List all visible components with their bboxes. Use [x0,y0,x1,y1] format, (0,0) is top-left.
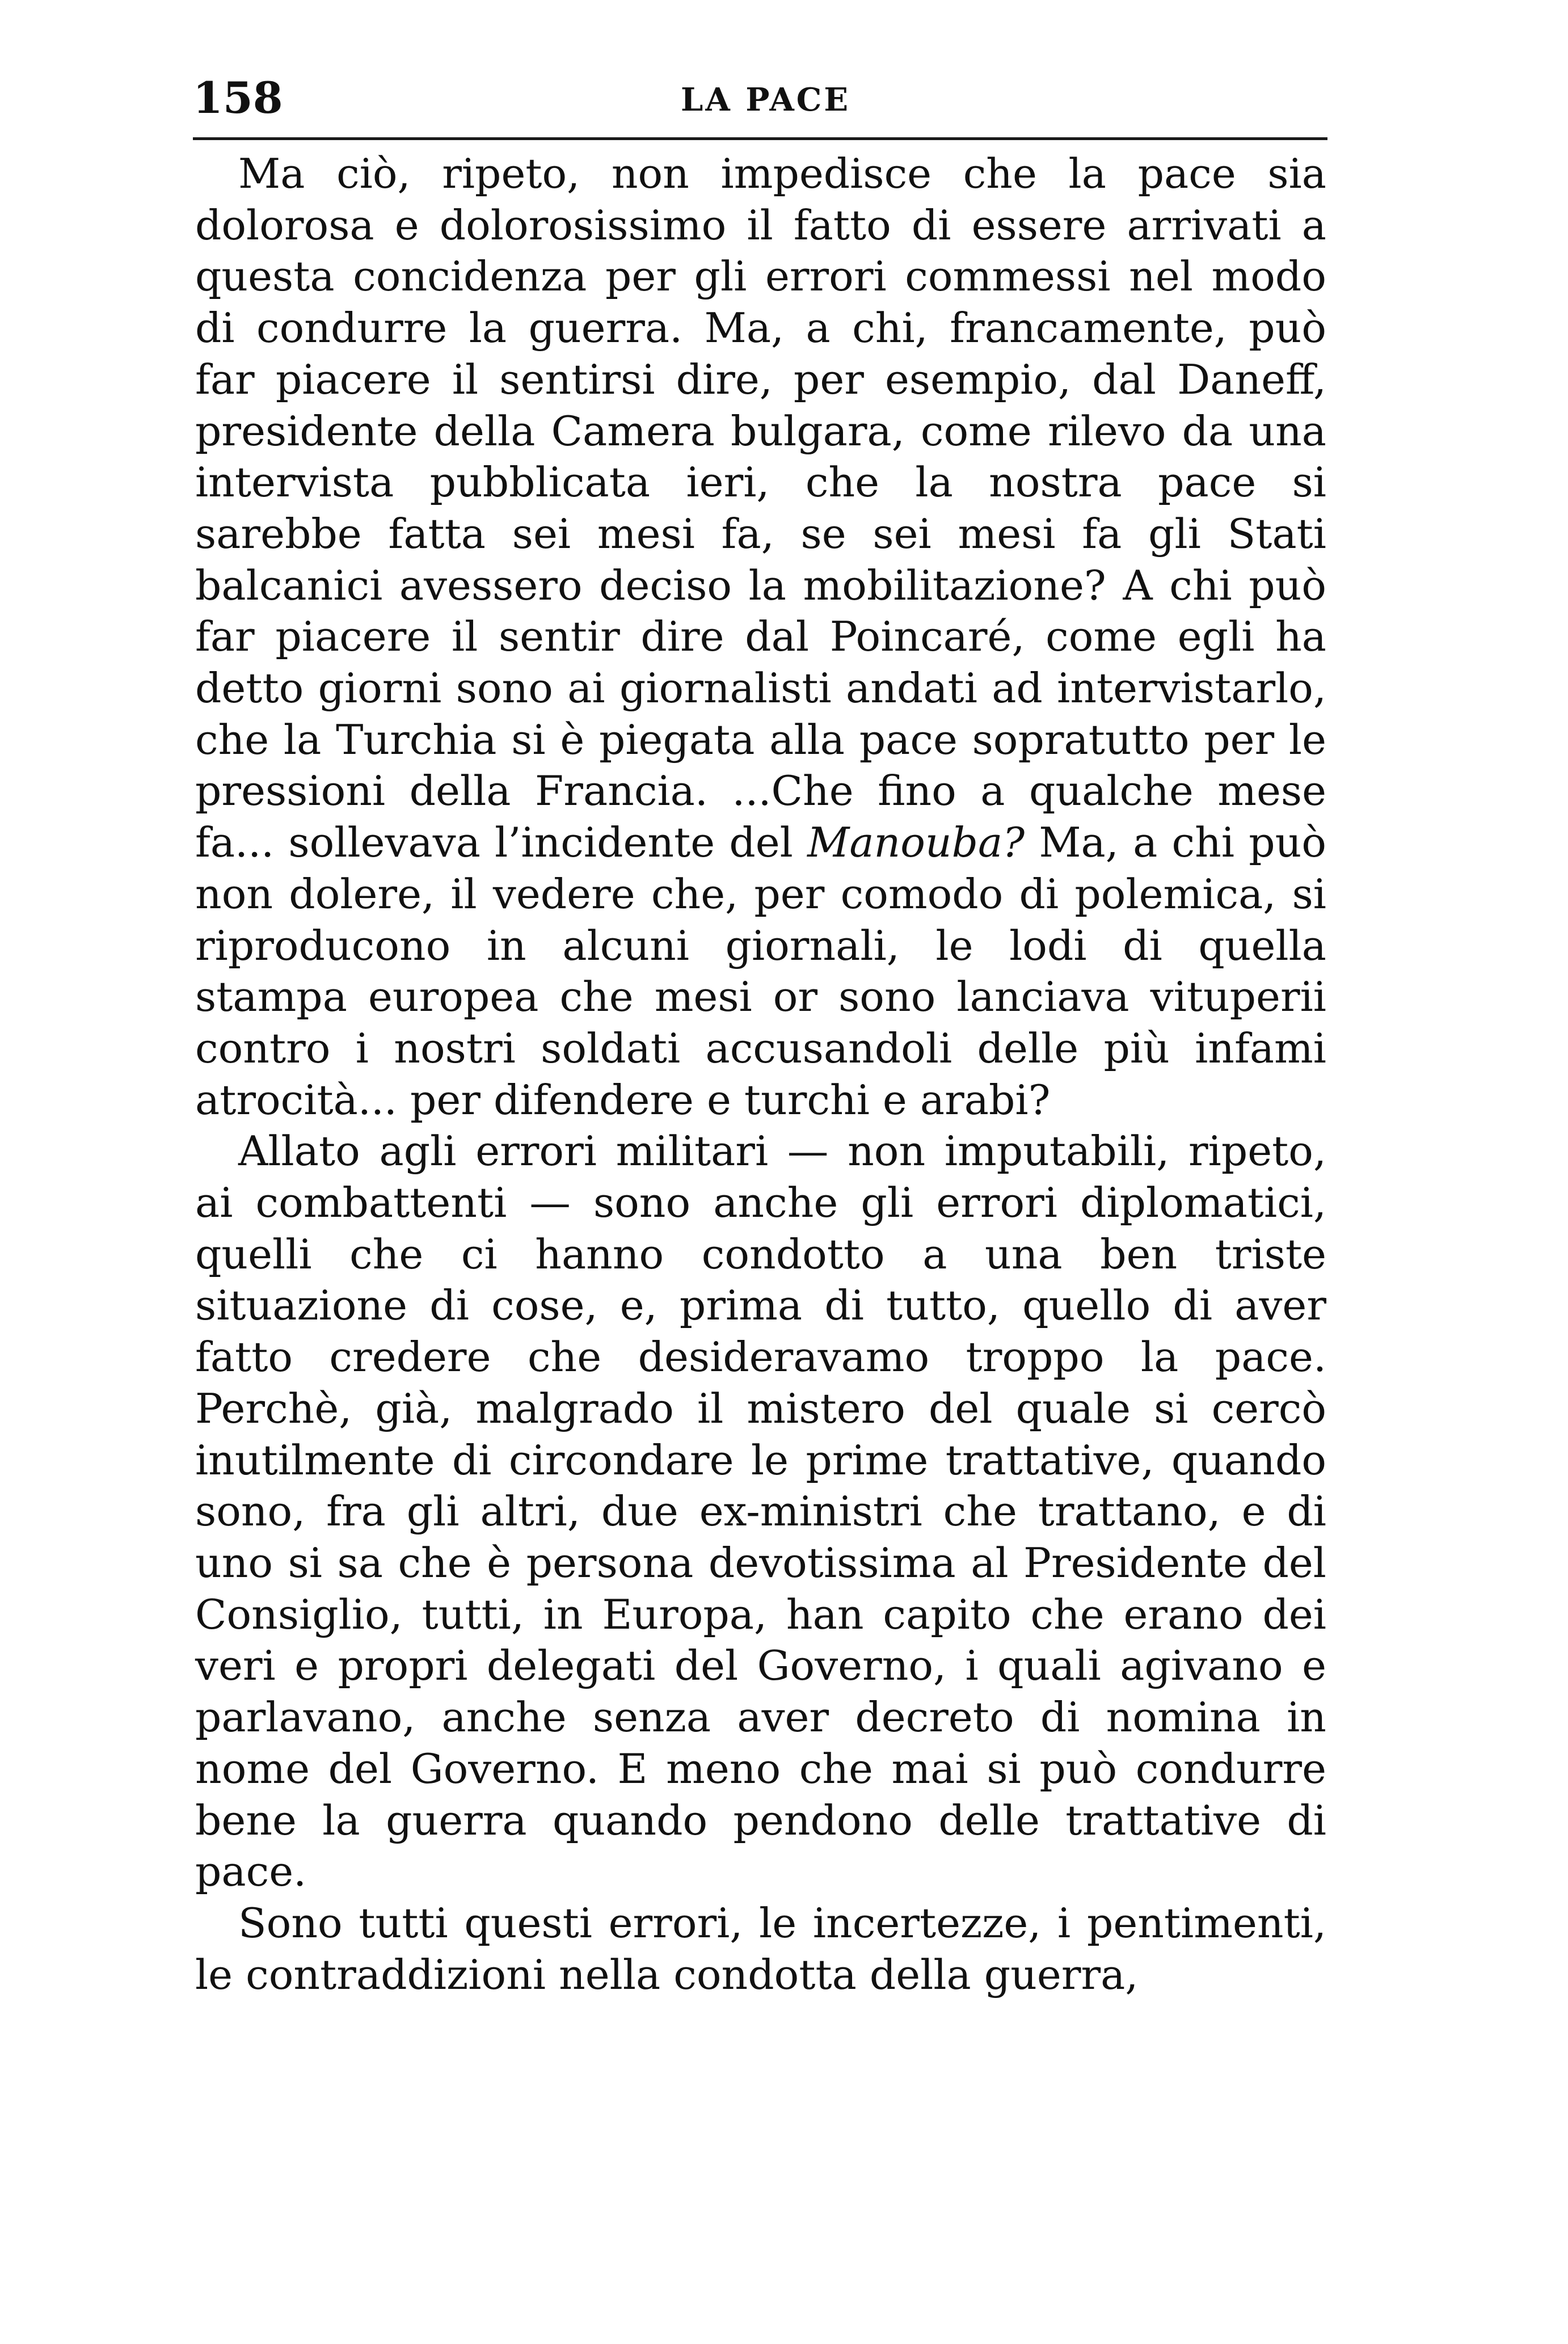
body-text [195,149,1326,2001]
header-rule [193,137,1327,140]
paragraph-1-text-b: Ma, a chi può non dolere, il vedere che, per comodo di polemica, si riproducono in alcuni giornali, le lodi di quella stampa europea che mesi or sono lanciava vituperii contro i nostri soldati accusandoli delle più infami atrocità... per difendere e turchi e arabi? [195,819,1326,1124]
paragraph-2: Allato agli errori militari — non imputabili, ripeto, ai combattenti — sono anche gli errori diplomatici, quelli che ci hanno condotto a una ben triste situazione di cose, e, prima di tutto, quello di aver fatto credere che desideravamo troppo la pace. Perchè, già, malgrado il mistero del quale si cercò inutilmente di circondare le prime trattative, quando sono, fra gli altri, due ex-ministri che trattano, e di uno si sa che è persona devotissima al Presidente del Consiglio, tutti, in Europa, han capito che erano dei veri e propri delegati del Governo, i quali agivano e parlavano, anche senza aver decreto di nomina in nome del Governo. E meno che mai si può condurre bene la guerra quando pendono delle trattative di pace. [195,1128,1326,1896]
paragraph-1 [195,149,1326,1126]
paragraph-3: Sono tutti questi errori, le incertezze, i pentimenti, le contraddizioni nella condotta della guerra, [195,1899,1326,1999]
running-title: LA PACE [681,81,851,119]
paragraph-1-text-a: Ma ciò, ripeto, non impedisce che la pace sia dolorosa e dolorosissimo il fatto di essere arrivati a questa concidenza per gli errori commessi nel modo di condurre la guerra. Ma, a chi, francamente, può far piacere il sentirsi dire, per esempio, dal Daneff, presidente della Camera bulgara, come rilevo da una intervista pubblicata ieri, che la nostra pace si sarebbe fatta sei mesi fa, se sei mesi fa gli Stati balcanici avessero deciso la mobilitazione? A chi può far piacere il sentir dire dal Poincaré, come egli ha detto giorni sono ai giornalisti andati ad intervistarlo, che la Turchia si è piegata alla pace sopratutto per le pressioni della Francia. ...Che fino a qualche mese fa... sollevava l’incidente del [195,150,1326,867]
page-number: 158 [193,73,283,123]
running-head [193,67,1327,129]
paragraph-1-italic-ship-name: Manouba? [807,819,1025,867]
